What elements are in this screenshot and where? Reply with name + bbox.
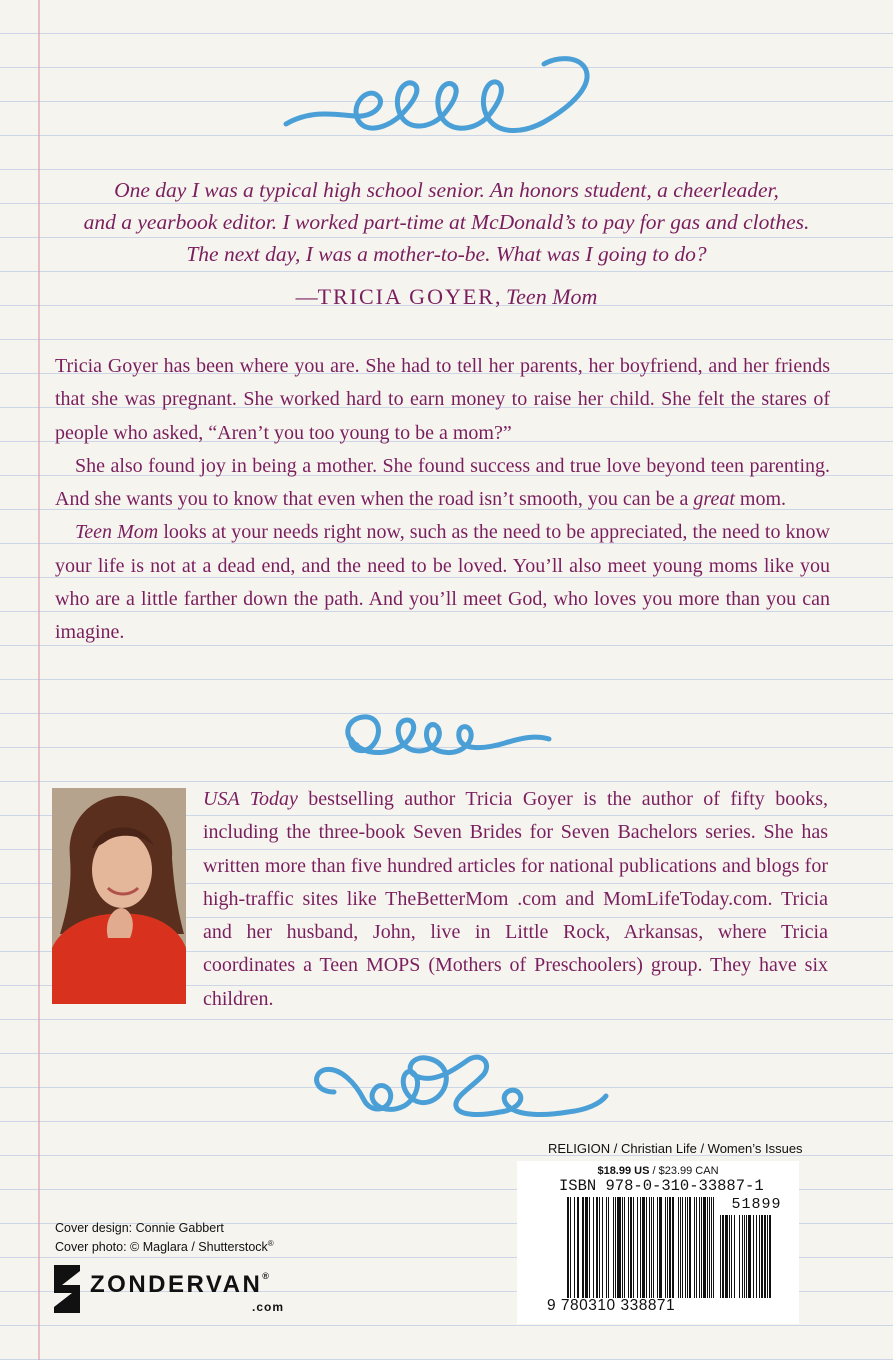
attribution-book-title: Teen Mom [505,284,598,309]
barcode-bar [649,1197,650,1298]
barcode-bar [659,1197,662,1298]
quote-line: One day I was a typical high school senior. An honors student, a cheerleader, [114,178,779,202]
barcode-bar [630,1197,632,1298]
barcode-bar [602,1197,603,1298]
quote-line: and a yearbook editor. I worked part-time at McDonald’s to pay for gas and clothes. [83,210,810,234]
price-label [517,1165,799,1177]
book-description [55,350,830,650]
barcode-bar [748,1215,751,1298]
price-can: / $23.99 CAN [649,1165,719,1177]
barcode-bar [628,1197,629,1298]
price-addon-digits: 51899 [731,1196,782,1213]
barcode-bar [596,1197,598,1298]
barcode-bar [764,1215,766,1298]
barcode-bar [606,1197,607,1298]
bottom-swirl-ornament [304,1030,614,1125]
barcode-bar [574,1197,575,1298]
paragraph-text: She also found joy in being a mother. She found success and true love beyond teen parenting. And she wants you to know that even when the road isn’t smooth, you can be a [55,454,830,511]
barcode-bar [769,1215,771,1298]
cover-photo-credit [55,1236,274,1255]
cover-design-credit: Cover design: Connie Gabbert [55,1221,224,1235]
barcode-bar [703,1197,706,1298]
paragraph-text: mom. [734,488,787,511]
barcode-bar [742,1215,743,1298]
author-photo [52,788,186,1004]
barcode-bar [729,1215,730,1298]
barcode-bar [699,1197,700,1298]
publisher-name [90,1271,269,1299]
barcode-bar [744,1215,745,1298]
barcode-bar [617,1197,621,1298]
emphasis-text: great [693,488,735,511]
barcode-bar [722,1215,724,1298]
barcode-bar [567,1197,569,1298]
photo-credit-text: Cover photo: © Maglara / Shutterstock [55,1240,268,1255]
barcode-bar [713,1197,714,1298]
barcode-bar [709,1197,710,1298]
barcode-bar [707,1197,708,1298]
barcode-bar [665,1197,666,1298]
barcode-bar [711,1197,712,1298]
zondervan-mark-icon [54,1265,82,1315]
barcode-bar [667,1197,668,1298]
barcode-bar [720,1215,721,1298]
barcode-panel [517,1161,799,1324]
barcode-bar [739,1215,740,1298]
barcode-bar [756,1215,757,1298]
pull-quote [40,174,853,270]
publisher-domain: .com [252,1300,285,1314]
barcode-bar [642,1197,645,1298]
barcode-bar [694,1197,695,1298]
middle-swirl-ornament [335,705,555,765]
bisac-category: RELIGION / Christian Life / Women’s Issues [548,1141,803,1156]
barcode-bar [734,1215,735,1298]
barcode-bar [696,1197,697,1298]
barcode-bar [646,1197,647,1298]
attribution-author: TRICIA GOYER [317,284,495,309]
price-addon-barcode [720,1215,793,1298]
barcode-bar [577,1197,579,1298]
ean-digits: 9 780310 338871 [547,1297,676,1314]
top-swirl-ornament [282,50,602,155]
description-paragraph-1: Tricia Goyer has been where you are. She had to tell her parents, her boyfriend, and her friends that she was pregnant. She worked hard to earn money to raise her child. She felt the stares of people who asked, “Aren’t you too young to be a mom?” [55,355,830,444]
barcode-bar [761,1215,763,1298]
barcode-bar [685,1197,686,1298]
paragraph-text: looks at your needs right now, such as the need to be appreciated, the need to know your life is not at a dead end, and the need to be loved. You’ll also meet young moms like you who are a little farther down the path. And you’ll meet God, who loves you more than you can imagine. [55,521,830,644]
barcode-bar [608,1197,609,1298]
registered-mark: ® [262,1271,269,1281]
book-title-italic: Teen Mom [75,521,159,544]
isbn-text: ISBN 978-0-310-33887-1 [559,1177,764,1195]
barcode-bar [651,1197,652,1298]
barcode-bar [622,1197,623,1298]
barcode-bar [678,1197,679,1298]
ean-barcode [567,1197,717,1298]
barcode-bar [637,1197,638,1298]
barcode-bar [753,1215,754,1298]
barcode-bar [725,1215,728,1298]
cover-credits [55,1220,274,1255]
barcode-bar [640,1197,641,1298]
barcode-bar [682,1197,683,1298]
barcode-bar [657,1197,658,1298]
publication-name-italic: USA Today [203,788,298,810]
barcode-bar [672,1197,674,1298]
publisher-wordmark: ZONDERVAN [90,1271,263,1298]
barcode-bar [759,1215,760,1298]
author-bio [203,783,828,1016]
barcode-bar [585,1197,588,1298]
barcode-bar [633,1197,634,1298]
registered-mark: ® [267,1239,274,1248]
barcode-bar [687,1197,688,1298]
description-paragraph-2 [55,450,830,517]
barcode-bar [615,1197,616,1298]
price-us: $18.99 US [597,1165,650,1177]
barcode-bar [624,1197,625,1298]
barcode-bar [582,1197,584,1298]
barcode-bar [570,1197,571,1298]
author-portrait-illustration [52,788,186,1004]
barcode-bar [701,1197,702,1298]
bio-text: bestselling author Tricia Goyer is the author of fifty books, including the three-book Seven Brides for Seven Bachelors series. She has written more than five hundred articles for national publications and blogs for high-traffic sites like TheBetterMom .com and MomLifeToday.com. Tricia and her husband, John, live in Little Rock, Arkansas, where Tricia coordinates a Teen MOPS (Mothers of Preschoolers) group. They have six children. [203,788,828,1010]
barcode-bar [731,1215,732,1298]
barcode-bar [746,1215,747,1298]
barcode-bar [680,1197,681,1298]
attribution-separator: , [494,284,506,309]
barcode-bar [767,1215,768,1298]
barcode-bar [653,1197,654,1298]
quote-attribution [40,284,853,310]
attribution-dash: — [295,284,318,309]
barcode-bar [689,1197,691,1298]
description-paragraph-3 [55,516,830,649]
publisher-logo [54,1265,314,1315]
barcode-bar [589,1197,590,1298]
quote-line: The next day, I was a mother-to-be. What was I going to do? [186,242,707,266]
barcode-bar [669,1197,671,1298]
barcode-bar [593,1197,594,1298]
barcode-bar [613,1197,614,1298]
barcode-bar [599,1197,600,1298]
